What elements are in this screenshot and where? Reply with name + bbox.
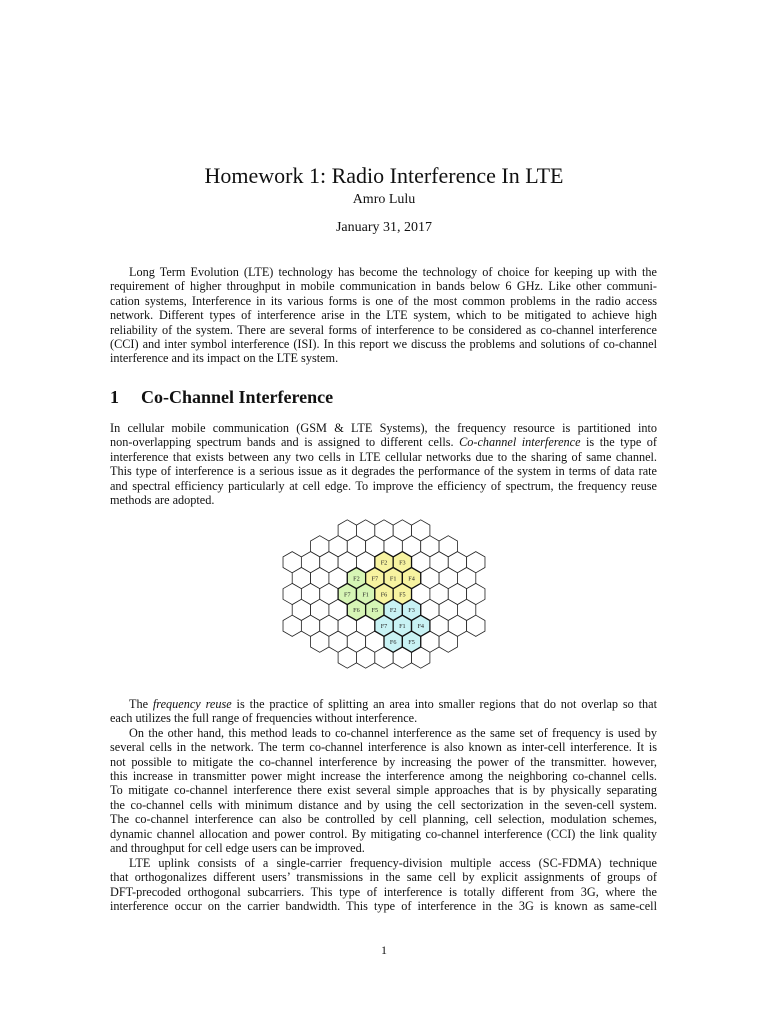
hex-cell-label: F1 (362, 591, 369, 599)
emphasis-term: frequency reuse (152, 697, 232, 711)
abstract (110, 265, 657, 366)
paragraph-cochannel-intro (110, 421, 657, 507)
emphasis-term: Co-channel interference (459, 435, 581, 450)
paragraph-line: and spectral efficiency particularly at cell edge. To improve the efficiency of spectrum, the frequency reuse (110, 478, 657, 493)
hex-cell-label: F3 (408, 607, 415, 615)
hex-cell-label: F7 (371, 575, 379, 583)
hex-cell-label: F1 (399, 623, 406, 631)
hex-cell-label: F4 (408, 575, 415, 583)
text-run: non-overlapping spectrum bands and is assigned to different cells. (110, 435, 454, 450)
paragraph-line: that orthogonalizes different users’ transmissions in the same cell by explicit assignments of groups of (110, 870, 657, 885)
abstract-line: cation systems, Interference in its various forms is one of the most common problems in the radio access (110, 293, 657, 308)
section-number: 1 (110, 387, 119, 407)
paragraph-line: dynamic channel allocation and power control. By mitigating co-channel interference (CCI) the link quality (110, 826, 657, 841)
page-number: 1 (381, 943, 387, 957)
hex-cell-label: F4 (417, 623, 424, 631)
text-run: is the type of (586, 435, 658, 450)
paragraph-line (110, 435, 657, 449)
paragraph-line: This type of interference is a serious issue as it degrades the performance of the system in terms of data rate (110, 464, 657, 479)
paragraph-line: the co-channel cells with minimum distance and by using the cell sectorization in the seven-cell system. (110, 797, 657, 812)
paper-title: Homework 1: Radio Interference In LTE (204, 162, 564, 188)
paragraph-line: and throughput for cell edge users can be improved. (110, 841, 365, 856)
paragraph-line: not possible to mitigate the co-channel interference by increasing the power of the transmitter. however, (110, 754, 657, 769)
hex-cell-label: F7 (380, 623, 388, 631)
text-run: is the practice of splitting an area into smaller regions that do not overlap so that (236, 697, 658, 711)
hex-cell-label: F2 (380, 559, 388, 567)
paragraph-line: several cells in the network. The term co-channel interference is also known as inter-cell interference. It is (110, 740, 657, 755)
paragraph-line: each utilizes the full range of frequencies without interference. (110, 711, 418, 726)
abstract-line: requirement of higher throughput in mobile communication in bands below 6 GHz. Like other communi- (110, 279, 657, 294)
paragraph-line: interference that exists between any two cells in LTE cellular networks due to the sharing of same channel. (110, 449, 657, 464)
paragraph-lte-uplink (110, 856, 657, 914)
hex-cell-label: F5 (408, 639, 415, 646)
hex-cell-label: F6 (353, 607, 360, 615)
paragraph-line: methods are adopted. (110, 493, 215, 508)
paragraph-frequency-reuse (110, 697, 657, 855)
abstract-line: (CCI) and inter symbol interference (ISI). In this report we discuss the problems and solutions of co-channel (110, 337, 657, 352)
abstract-line: reliability of the system. There are several forms of interference to be considered as co-channel interference (110, 322, 657, 337)
text-run: The (129, 697, 149, 711)
hex-cell-label: F5 (399, 591, 406, 599)
hex-cell-label: F6 (389, 639, 397, 646)
hex-cell-label: F1 (389, 575, 397, 583)
frequency-reuse-hex-figure (280, 516, 490, 682)
section-heading (110, 386, 333, 408)
paragraph-line (110, 697, 657, 711)
hex-cell-label: F5 (371, 607, 379, 615)
hex-cell-label: F7 (344, 591, 351, 599)
paragraph-line: To mitigate co-channel interference there exist several simple approaches that is by physically separating (110, 783, 657, 798)
paragraph-line: The co-channel interference can also be controlled by cell planning, cell selection, modulation schemes, (110, 812, 657, 827)
hex-cell-label: F2 (353, 575, 360, 583)
paragraph-line: interference occur on the carrier bandwidth. This type of interference in the 3G is known as same-cell (110, 899, 657, 914)
paragraph-line: this increase in transmitter power might increase the interference among the neighboring co-channel cells. (110, 769, 657, 784)
paragraph-line: DFT-precoded orthogonal subcarriers. This type of interference is totally different from 3G, where the (110, 884, 657, 899)
section-title: Co-Channel Interference (141, 387, 334, 407)
paragraph-line: In cellular mobile communication (GSM & LTE Systems), the frequency resource is partitioned into (110, 421, 657, 435)
hex-cell-label: F2 (389, 607, 397, 615)
abstract-line: interference and its impact on the LTE system. (110, 351, 339, 366)
paper-date: January 31, 2017 (335, 220, 433, 235)
paragraph-line: LTE uplink consists of a single-carrier frequency-division multiple access (SC-FDMA) technique (129, 856, 657, 870)
paragraph-line: On the other hand, this method leads to co-channel interference as the same set of frequency is used by (129, 725, 657, 740)
hex-cell-label: F6 (380, 591, 388, 599)
abstract-line: Long Term Evolution (LTE) technology has become the technology of choice for keeping up with the (129, 265, 657, 279)
hex-cell-label: F3 (399, 559, 406, 567)
paper-author: Amro Lulu (352, 192, 416, 207)
abstract-line: network. Different types of interference arise in the LTE system, which to be mitigated to achieve high (110, 308, 657, 323)
